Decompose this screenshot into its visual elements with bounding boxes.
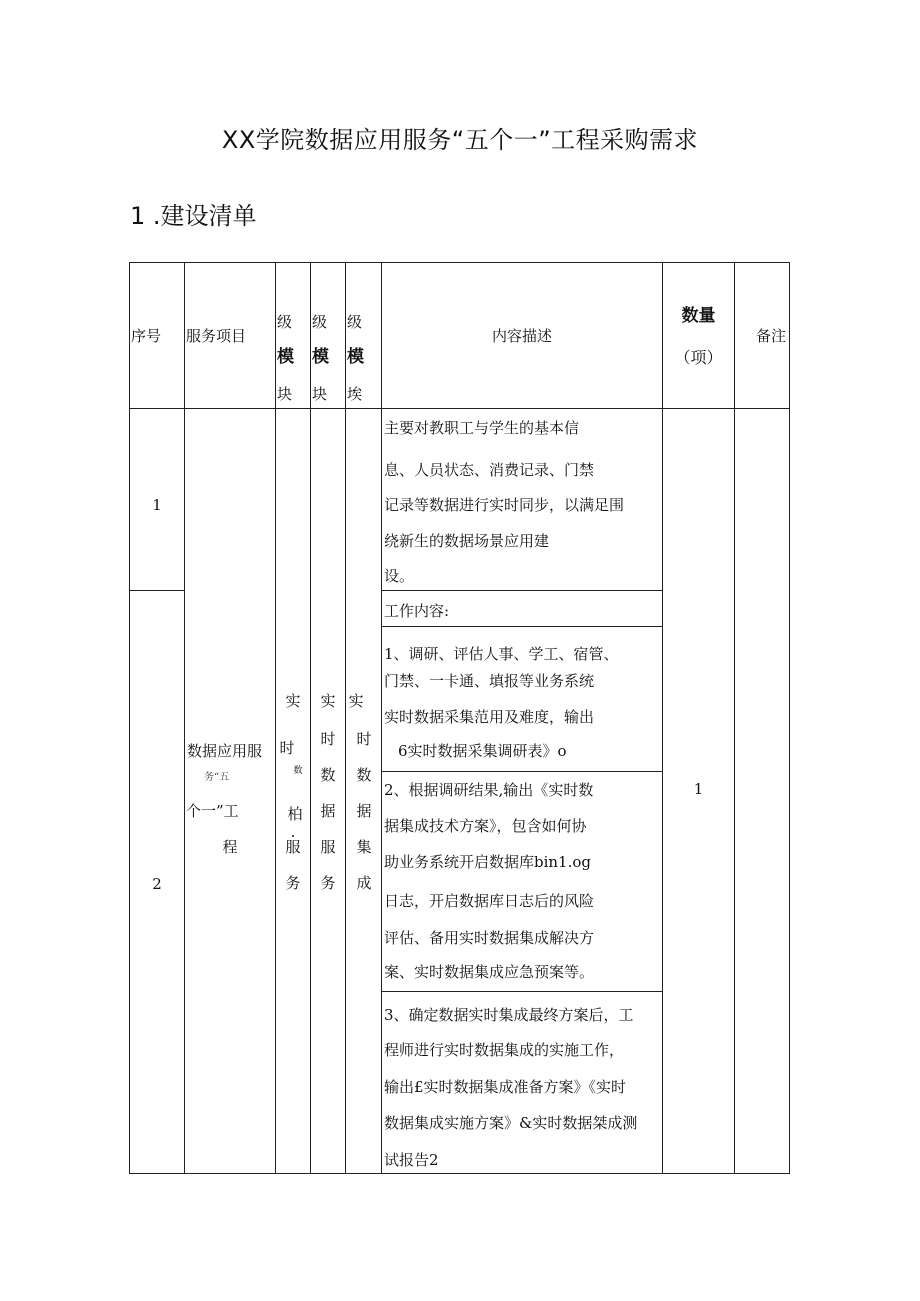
row2-step3-line: 数据集成实施方案》&实时数据桀成测	[384, 1114, 638, 1132]
level3-char: 成	[356, 874, 372, 892]
header-level3-b: 模	[347, 347, 364, 367]
header-level2-a: 级	[312, 313, 328, 331]
level1-char: 实	[285, 692, 301, 710]
row2-step1-line: 门禁、一卡通、填报等业务系统	[384, 672, 595, 690]
row2-step2-line: 日志，开启数据库日志后的风险	[384, 892, 595, 910]
row2-step2-line: 2、根据调研结果,输出《实时数	[384, 781, 594, 799]
header-note: 备注	[756, 327, 787, 345]
level1-char: 时	[279, 739, 295, 757]
header-level3-a: 级	[347, 313, 363, 331]
level2-char: 时	[320, 730, 336, 748]
service-item-line: 数据应用服	[187, 742, 263, 760]
row2-step2-line: 案、实时数据集成应急预案等。	[384, 963, 595, 981]
quantity-value: 1	[693, 780, 704, 798]
row2-step3-line: 试报告2	[384, 1151, 439, 1169]
header-seq: 序号	[131, 327, 162, 345]
level1-char: 务	[285, 874, 301, 892]
service-item-line: 个一”工	[186, 802, 239, 820]
row2-step3-line: 程师进行实时数据集成的实施工作，	[384, 1041, 625, 1059]
row2-step3-line: 输出£实时数据集成准备方案》《实时	[384, 1078, 627, 1096]
header-level1-b: 模	[277, 347, 294, 367]
header-service-item: 服务项目	[186, 327, 247, 345]
header-quantity: 数量	[681, 306, 716, 326]
row1-desc-line: 绕新生的数据场景应用建	[384, 532, 550, 550]
row2-step2-line: 助业务系统开启数据库bin1.og	[384, 853, 592, 871]
header-description: 内容描述	[491, 327, 552, 345]
level3-char: 实	[348, 692, 364, 710]
level2-char: 数	[320, 766, 336, 784]
row1-desc-line: 记录等数据进行实时同步，以满足围	[384, 496, 625, 514]
level3-char: 时	[356, 730, 372, 748]
header-level1-c: 块	[277, 385, 293, 403]
row1-desc-line: 息、人员状态、消费记录、门禁	[384, 461, 595, 479]
level1-char: .	[290, 823, 296, 841]
service-item-line: 程	[222, 838, 238, 856]
row2-step1-line: 实时数据采集范用及难度，输出	[384, 708, 595, 726]
level3-char: 集	[356, 838, 372, 856]
header-level1-a: 级	[277, 313, 293, 331]
level3-char: 数	[356, 766, 372, 784]
level1-char: 数	[293, 766, 303, 776]
level2-char: 服	[320, 838, 336, 856]
level2-char: 实	[320, 692, 336, 710]
level1-char: 柏	[287, 805, 303, 823]
header-level2-c: 块	[312, 385, 328, 403]
row2-step1-line: 1、调研、评估人事、学工、宿管、	[384, 645, 619, 663]
header-level2-b: 模	[312, 347, 329, 367]
row2-step1-line: 6实时数据采集调研表》o	[398, 742, 567, 760]
row2-seq: 2	[152, 875, 162, 893]
section-heading: 1 .建设清单	[130, 202, 257, 230]
document-title: XX学院数据应用服务“五个一”工程采购需求	[221, 126, 699, 154]
row2-work-title: 工作内容:	[384, 602, 450, 620]
level1-char: 服	[285, 838, 301, 856]
level3-char: 据	[356, 802, 372, 820]
row1-desc-line: 主要对教职工与学生的基本信	[384, 419, 580, 437]
row2-step2-line: 评估、备用实时数据集成解决方	[384, 929, 595, 947]
row2-step3-line: 3、确定数据实时集成最终方案后，工	[384, 1006, 634, 1024]
level2-char: 据	[320, 802, 336, 820]
row1-desc-line: 设。	[384, 567, 415, 585]
level2-char: 务	[320, 874, 336, 892]
row1-seq: 1	[152, 496, 162, 514]
service-item-line: 务“五	[204, 772, 230, 783]
header-level3-c: 埃	[347, 385, 363, 403]
header-quantity-unit: （项）	[674, 348, 723, 367]
row2-step2-line: 据集成技术方案》，包含如何协	[384, 817, 587, 835]
